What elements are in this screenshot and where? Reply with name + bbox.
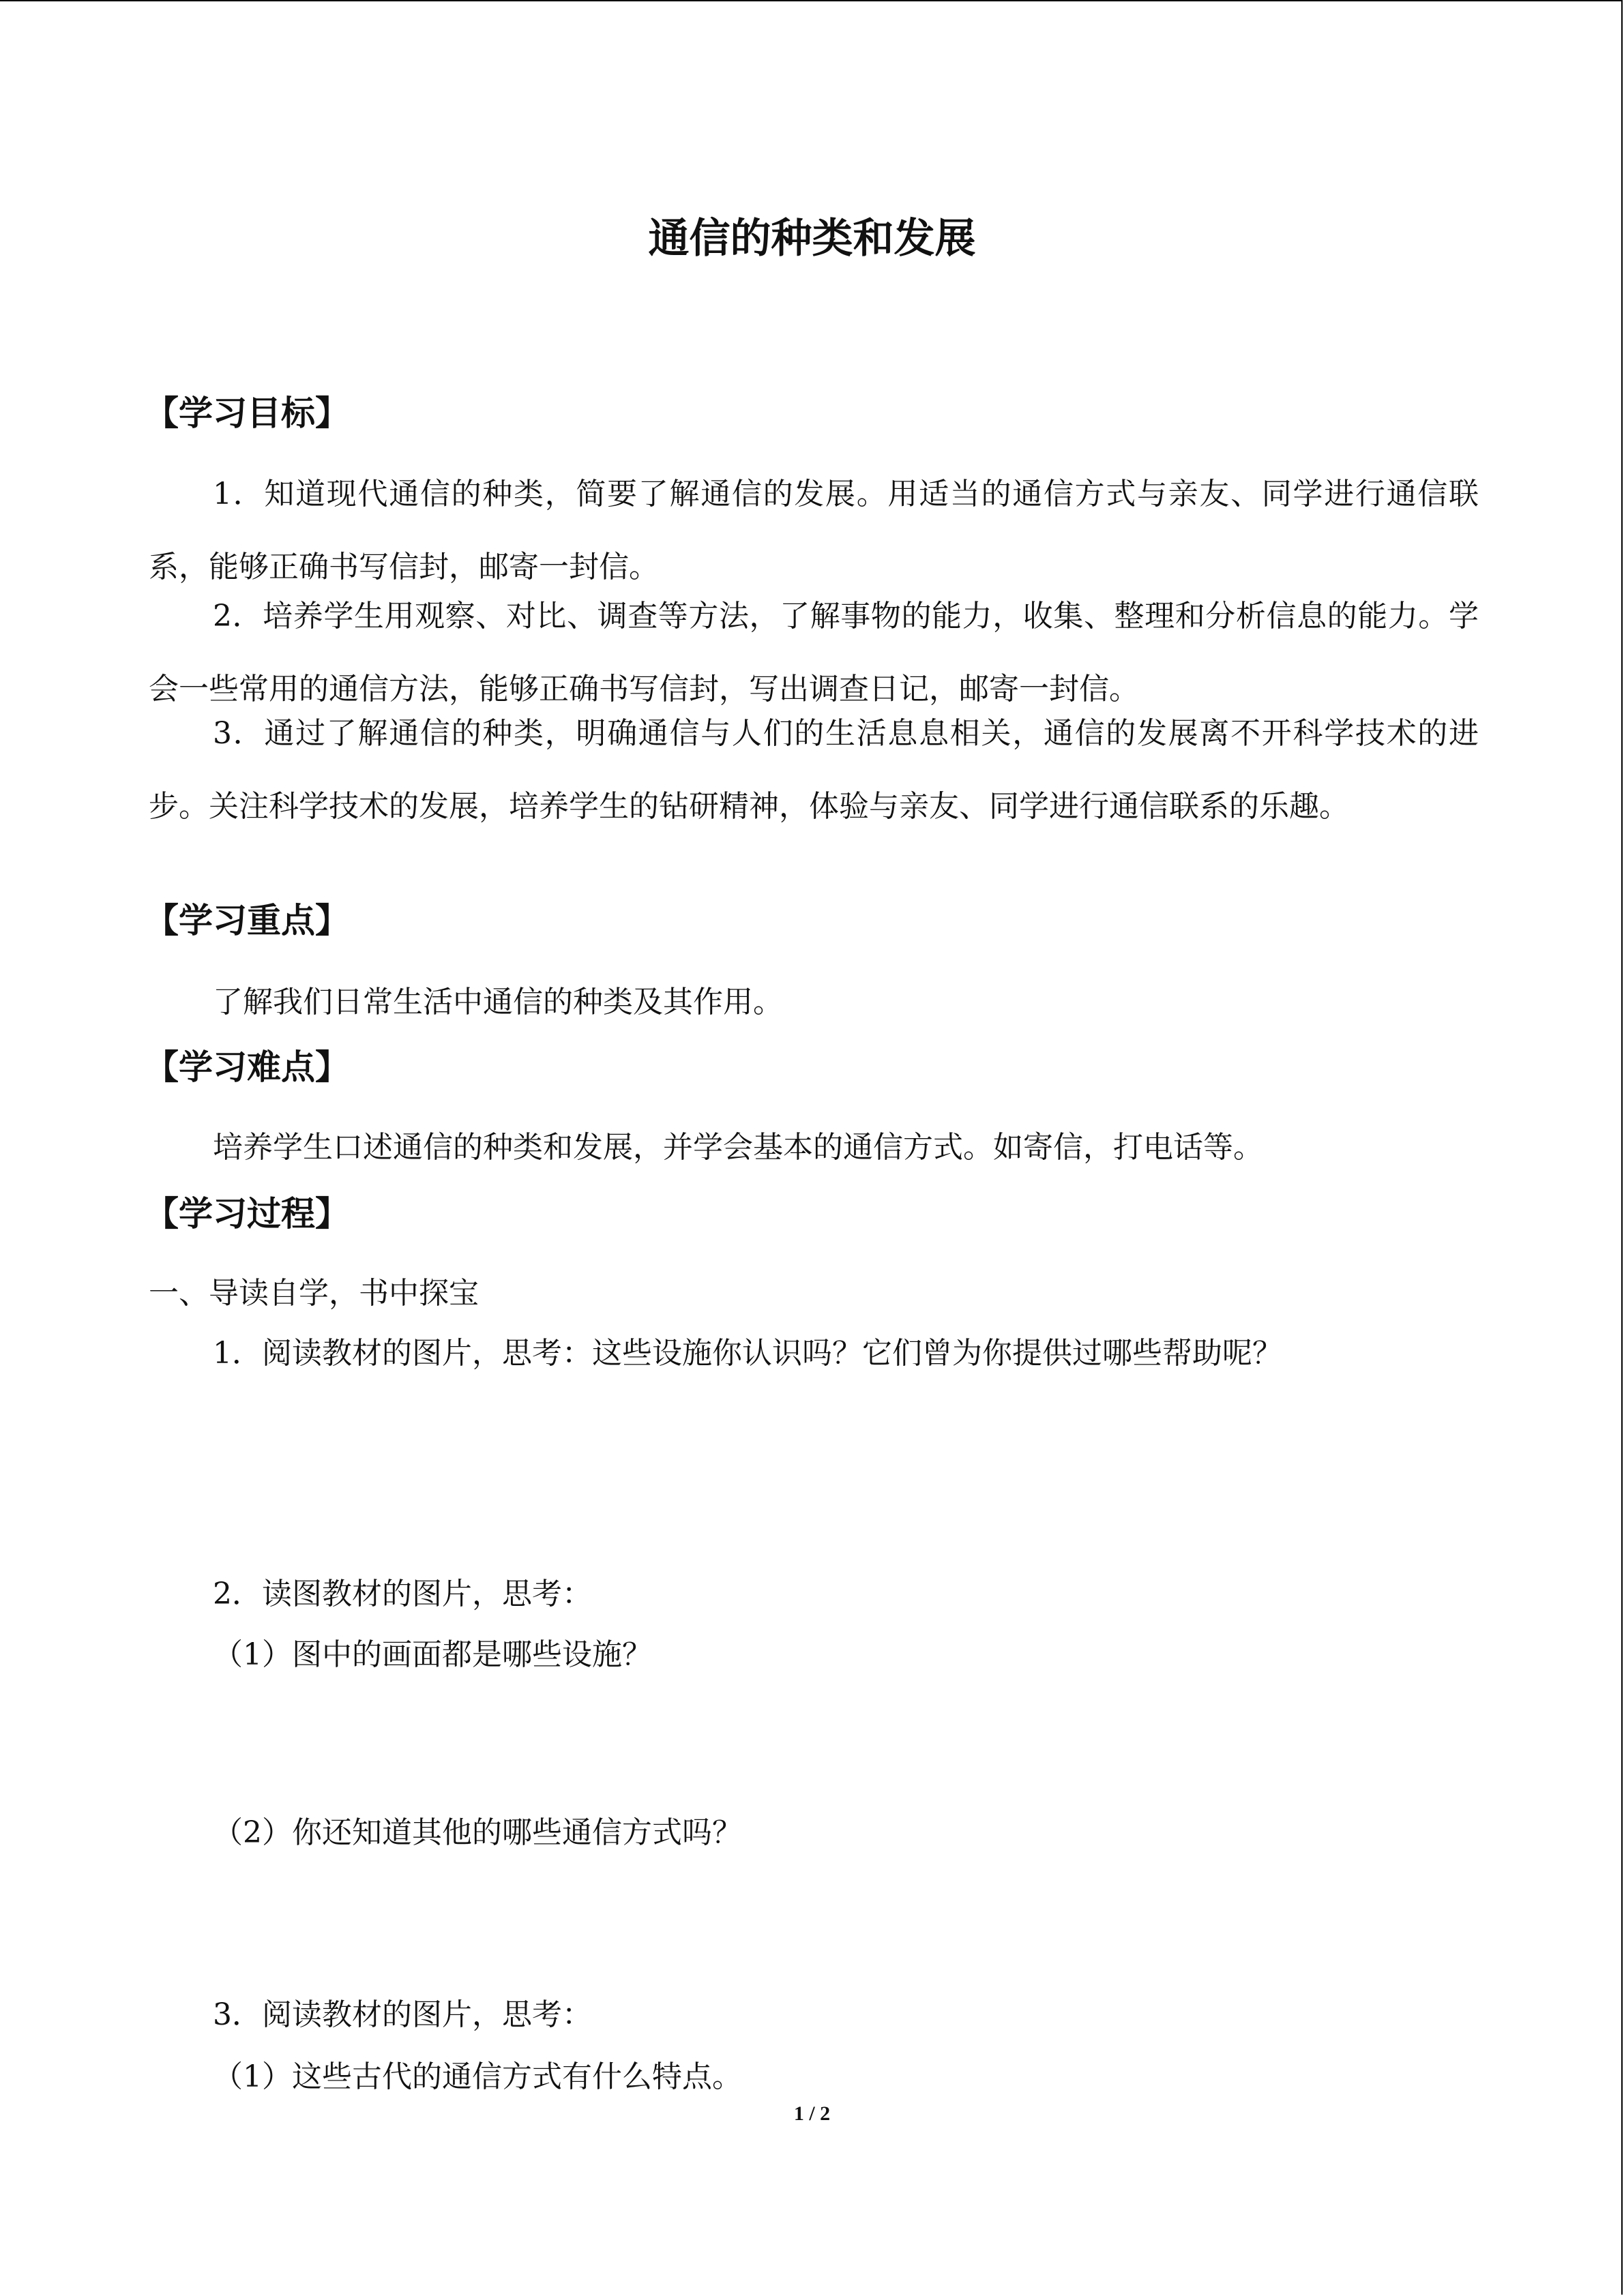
question-3: 3．阅读教材的图片，思考：: [213, 1997, 592, 2032]
goal-item-1: 1．知道现代通信的种类，简要了解通信的发展。用适当的通信方式与亲友、同学进行通信联系，能够正确书写信封，邮寄一封信。: [149, 477, 1479, 584]
question-2-1: （1）图中的画面都是哪些设施？: [213, 1637, 652, 1672]
question-2-2: （2）你还知道其他的哪些通信方式吗？: [213, 1815, 742, 1850]
difficulties-text: 培养学生口述通信的种类和发展，并学会基本的通信方式。如寄信，打电话等。: [213, 1130, 1263, 1165]
goal-item-2: 2．培养学生用观察、对比、调查等方法，了解事物的能力，收集、整理和分析信息的能力。学会一些常用的通信方法，能够正确书写信封，写出调查日记，邮寄一封信。: [149, 599, 1479, 706]
section-heading-key-points: 【学习重点】: [145, 901, 349, 940]
question-1: 1．阅读教材的图片，思考：这些设施你认识吗？它们曾为你提供过哪些帮助呢？: [213, 1336, 1282, 1371]
key-points-text: 了解我们日常生活中通信的种类及其作用。: [213, 985, 783, 1019]
question-2: 2．读图教材的图片，思考：: [213, 1577, 592, 1611]
section-heading-goals: 【学习目标】: [145, 393, 349, 433]
question-3-1: （1）这些古代的通信方式有什么特点。: [213, 2059, 742, 2094]
process-part-1: 一、导读自学，书中探宝: [149, 1276, 479, 1311]
goal-item-3: 3．通过了解通信的种类，明确通信与人们的生活息息相关，通信的发展离不开科学技术的进步。关注科学技术的发展，培养学生的钻研精神，体验与亲友、同学进行通信联系的乐趣。: [149, 716, 1479, 824]
page-title: 通信的种类和发展: [648, 215, 976, 263]
section-heading-process: 【学习过程】: [145, 1194, 349, 1234]
section-heading-difficulties: 【学习难点】: [145, 1047, 349, 1087]
page-number: 1 / 2: [793, 2102, 831, 2125]
